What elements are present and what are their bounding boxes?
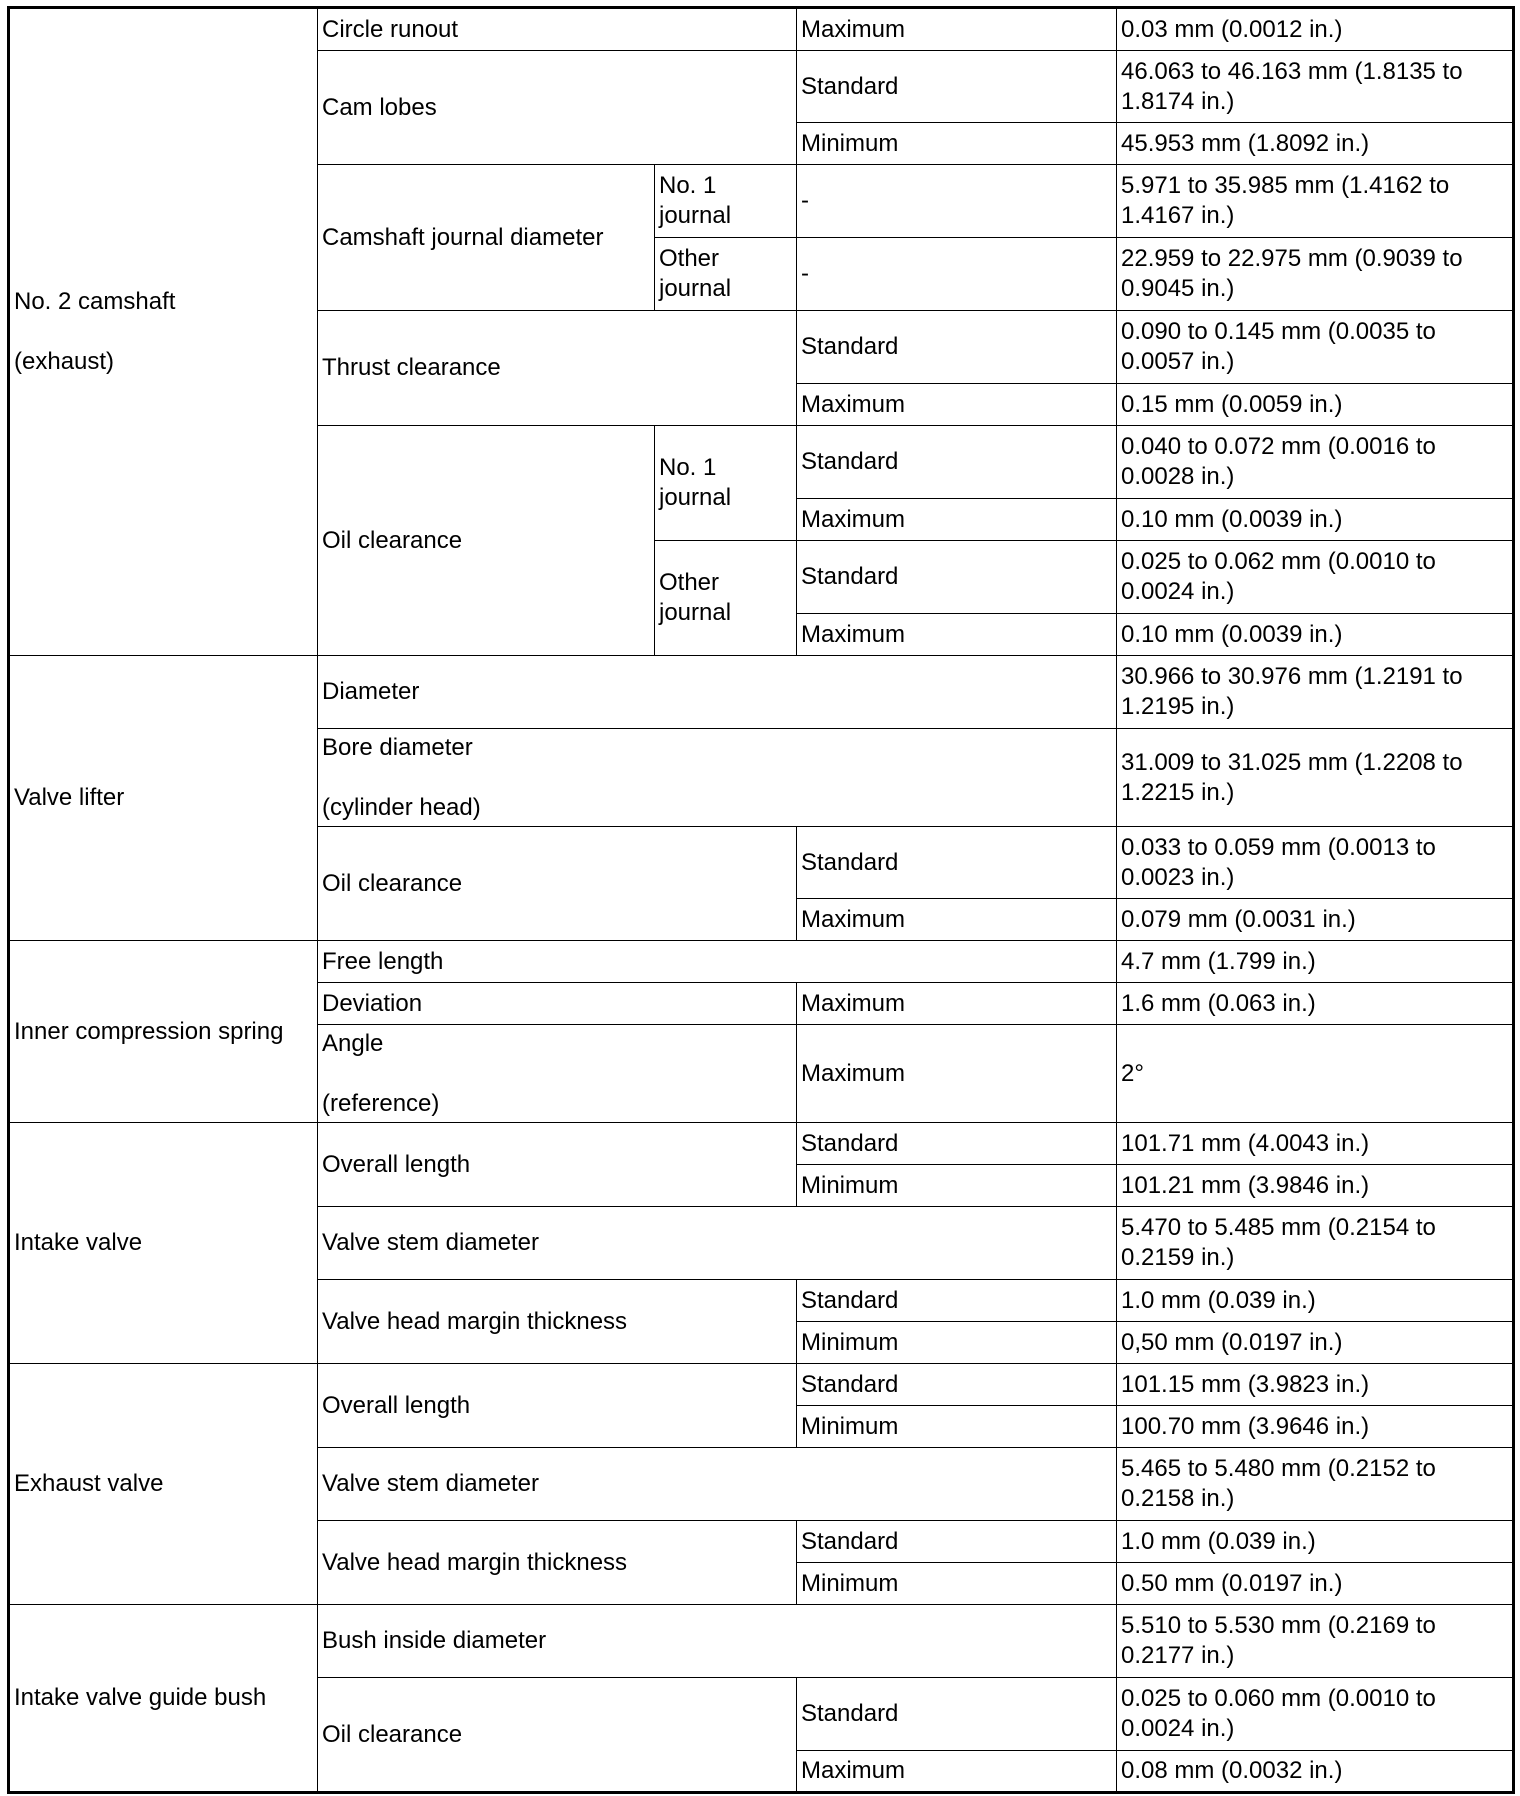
- table-row: [9, 1123, 1514, 1165]
- value-cell: 30.966 to 30.976 mm (1.2191 to 1.2195 in.): [1117, 656, 1514, 729]
- value-cell: 0.025 to 0.060 mm (0.0010 to 0.0024 in.): [1117, 1678, 1514, 1751]
- journal-cell: Other journal: [655, 541, 797, 656]
- value-cell: 4.7 mm (1.799 in.): [1117, 941, 1514, 983]
- value-cell: 0.15 mm (0.0059 in.): [1117, 384, 1514, 426]
- value-cell: 5.971 to 35.985 mm (1.4162 to 1.4167 in.): [1117, 165, 1514, 238]
- qualifier-cell: Standard: [797, 426, 1117, 499]
- item-cell: Cam lobes: [318, 51, 797, 165]
- table-row: [9, 656, 1514, 729]
- value-cell: 1.0 mm (0.039 in.): [1117, 1521, 1514, 1563]
- value-cell: 22.959 to 22.975 mm (0.9039 to 0.9045 in.): [1117, 238, 1514, 311]
- item-cell: Bush inside diameter: [318, 1605, 1117, 1678]
- item-cell: Valve stem diameter: [318, 1448, 1117, 1521]
- component-cell: Valve lifter: [9, 656, 318, 941]
- qualifier-cell: -: [797, 238, 1117, 311]
- specification-table: [7, 6, 1515, 1794]
- value-cell: 5.465 to 5.480 mm (0.2152 to 0.2158 in.): [1117, 1448, 1514, 1521]
- value-cell: 0.025 to 0.062 mm (0.0010 to 0.0024 in.): [1117, 541, 1514, 614]
- value-cell: 0.090 to 0.145 mm (0.0035 to 0.0057 in.): [1117, 311, 1514, 384]
- value-cell: 0.040 to 0.072 mm (0.0016 to 0.0028 in.): [1117, 426, 1514, 499]
- qualifier-cell: Standard: [797, 1364, 1117, 1406]
- item-cell: Oil clearance: [318, 827, 797, 941]
- value-cell: 100.70 mm (3.9646 in.): [1117, 1406, 1514, 1448]
- value-cell: 0.03 mm (0.0012 in.): [1117, 8, 1514, 51]
- journal-cell: Other journal: [655, 238, 797, 311]
- qualifier-cell: Standard: [797, 1123, 1117, 1165]
- item-cell: Circle runout: [318, 8, 797, 51]
- qualifier-cell: Minimum: [797, 1406, 1117, 1448]
- qualifier-cell: Maximum: [797, 8, 1117, 51]
- value-cell: 0.08 mm (0.0032 in.): [1117, 1751, 1514, 1793]
- item-label: Angle: [322, 1029, 384, 1057]
- qualifier-cell: Standard: [797, 541, 1117, 614]
- qualifier-cell: -: [797, 165, 1117, 238]
- qualifier-cell: Maximum: [797, 983, 1117, 1025]
- value-cell: 46.063 to 46.163 mm (1.8135 to 1.8174 in.): [1117, 51, 1514, 123]
- qualifier-cell: Minimum: [797, 1165, 1117, 1207]
- component-cell: [9, 8, 318, 656]
- value-cell: 45.953 mm (1.8092 in.): [1117, 123, 1514, 165]
- qualifier-cell: Maximum: [797, 614, 1117, 656]
- qualifier-cell: Minimum: [797, 1563, 1117, 1605]
- qualifier-cell: Standard: [797, 1678, 1117, 1751]
- qualifier-cell: Standard: [797, 1280, 1117, 1322]
- qualifier-cell: Maximum: [797, 499, 1117, 541]
- component-cell: Intake valve: [9, 1123, 318, 1364]
- item-label: Bore diameter: [322, 733, 473, 761]
- value-cell: 0.10 mm (0.0039 in.): [1117, 614, 1514, 656]
- component-sublabel: (exhaust): [14, 348, 115, 375]
- item-cell: [318, 729, 1117, 827]
- value-cell: 0.033 to 0.059 mm (0.0013 to 0.0023 in.): [1117, 827, 1514, 899]
- item-cell: Oil clearance: [318, 1678, 797, 1793]
- item-cell: [318, 1025, 797, 1123]
- component-cell: Exhaust valve: [9, 1364, 318, 1605]
- table-row: [9, 1605, 1514, 1678]
- value-cell: 2°: [1117, 1025, 1514, 1123]
- qualifier-cell: Standard: [797, 311, 1117, 384]
- journal-cell: No. 1 journal: [655, 426, 797, 541]
- value-cell: 0.079 mm (0.0031 in.): [1117, 899, 1514, 941]
- item-sublabel: (cylinder head): [322, 793, 481, 821]
- value-cell: 0.50 mm (0.0197 in.): [1117, 1563, 1514, 1605]
- item-cell: Valve head margin thickness: [318, 1521, 797, 1605]
- value-cell: 1.0 mm (0.039 in.): [1117, 1280, 1514, 1322]
- value-cell: 1.6 mm (0.063 in.): [1117, 983, 1514, 1025]
- component-label: No. 2 camshaft: [14, 288, 176, 315]
- table-row: [9, 941, 1514, 983]
- item-cell: Overall length: [318, 1123, 797, 1207]
- table-row: [9, 8, 1514, 51]
- qualifier-cell: Standard: [797, 1521, 1117, 1563]
- qualifier-cell: Maximum: [797, 899, 1117, 941]
- item-cell: Deviation: [318, 983, 797, 1025]
- value-cell: 5.510 to 5.530 mm (0.2169 to 0.2177 in.): [1117, 1605, 1514, 1678]
- value-cell: 31.009 to 31.025 mm (1.2208 to 1.2215 in.): [1117, 729, 1514, 827]
- journal-cell: No. 1 journal: [655, 165, 797, 238]
- qualifier-cell: Maximum: [797, 1751, 1117, 1793]
- item-sublabel: (reference): [322, 1089, 440, 1117]
- item-cell: Valve head margin thickness: [318, 1280, 797, 1364]
- item-cell: Overall length: [318, 1364, 797, 1448]
- qualifier-cell: Minimum: [797, 123, 1117, 165]
- item-cell: Thrust clearance: [318, 311, 797, 426]
- qualifier-cell: Maximum: [797, 384, 1117, 426]
- qualifier-cell: Standard: [797, 827, 1117, 899]
- value-cell: 101.21 mm (3.9846 in.): [1117, 1165, 1514, 1207]
- value-cell: 101.71 mm (4.0043 in.): [1117, 1123, 1514, 1165]
- item-cell: Free length: [318, 941, 1117, 983]
- item-cell: Oil clearance: [318, 426, 655, 656]
- component-cell: Inner compression spring: [9, 941, 318, 1123]
- value-cell: 0,50 mm (0.0197 in.): [1117, 1322, 1514, 1364]
- qualifier-cell: Maximum: [797, 1025, 1117, 1123]
- component-cell: Intake valve guide bush: [9, 1605, 318, 1793]
- item-cell: Valve stem diameter: [318, 1207, 1117, 1280]
- item-cell: Camshaft journal diameter: [318, 165, 655, 311]
- table-row: [9, 1364, 1514, 1406]
- qualifier-cell: Minimum: [797, 1322, 1117, 1364]
- value-cell: 0.10 mm (0.0039 in.): [1117, 499, 1514, 541]
- value-cell: 101.15 mm (3.9823 in.): [1117, 1364, 1514, 1406]
- value-cell: 5.470 to 5.485 mm (0.2154 to 0.2159 in.): [1117, 1207, 1514, 1280]
- qualifier-cell: Standard: [797, 51, 1117, 123]
- item-cell: Diameter: [318, 656, 1117, 729]
